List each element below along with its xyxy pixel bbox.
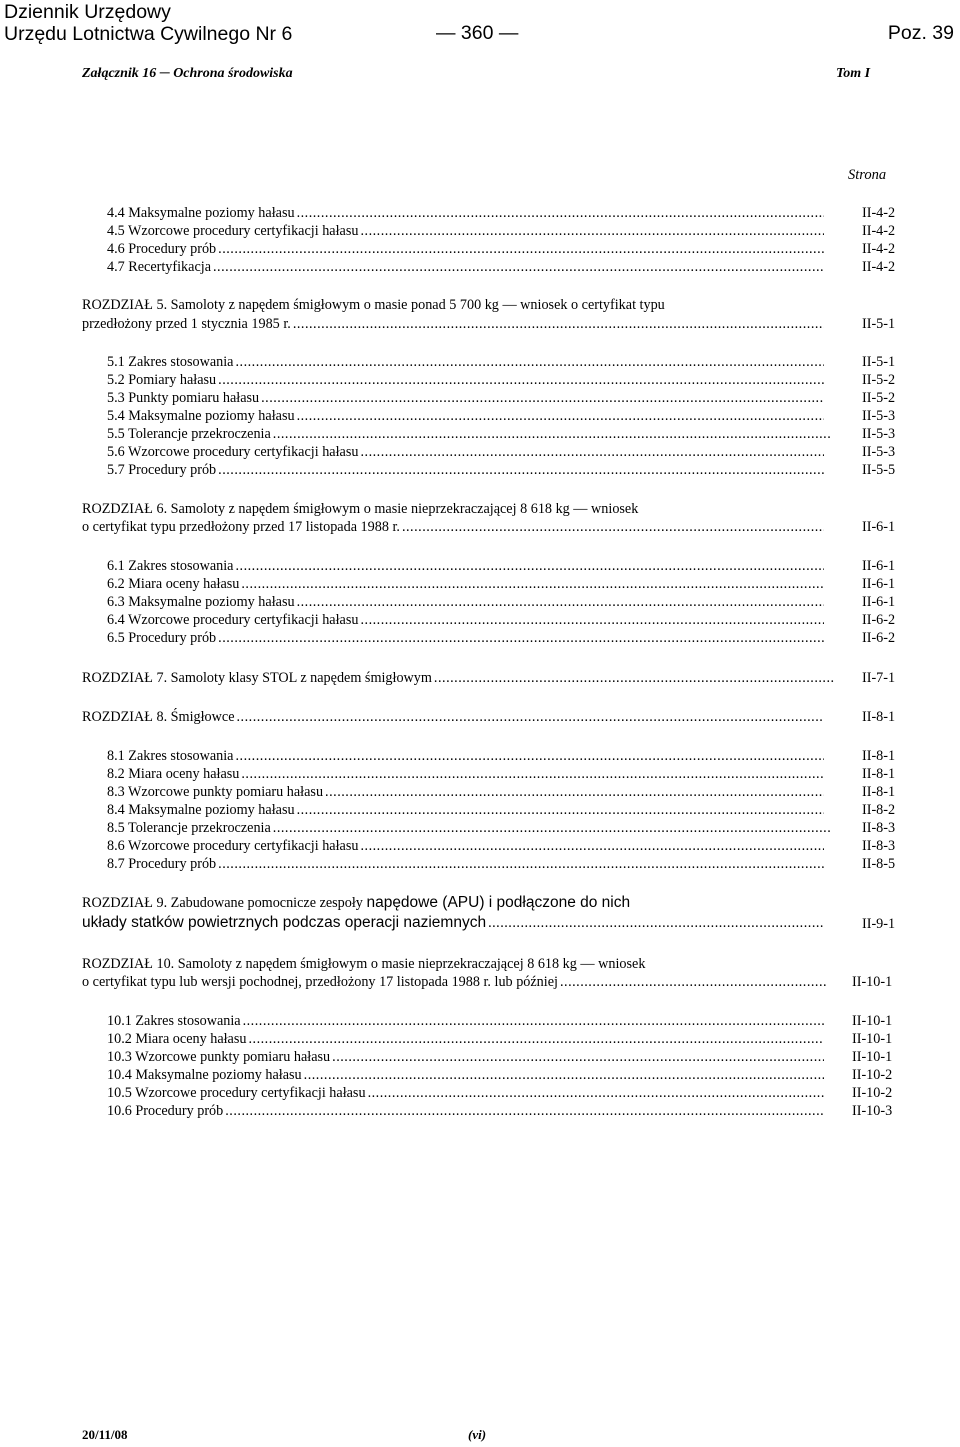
toc-page-4-4: II-4-2	[862, 205, 896, 221]
toc-page-6-1: II-6-1	[862, 558, 896, 574]
toc-entry-10-1[interactable]: 10.1 Zakres stosowania .....	[107, 1012, 826, 1030]
toc-entry-5-4[interactable]: 5.4 Maksymalne poziomy hałasu .....	[107, 407, 826, 425]
toc-entry-6-5[interactable]: 6.5 Procedury prób .....	[107, 629, 826, 647]
toc-entry-6-2[interactable]: 6.2 Miara oceny hałasu .....	[107, 575, 826, 593]
toc-entry-10-5[interactable]: 10.5 Wzorcowe procedury certyfikacji hałasu .....	[107, 1084, 826, 1102]
toc-chapter-10[interactable]: o certyfikat typu lub wersji pochodnej, przedłożony 17 listopada 1988 r. lub później .....	[82, 973, 830, 991]
toc-entry-10-6[interactable]: 10.6 Procedury prób .....	[107, 1102, 826, 1120]
toc-chapter-5-title[interactable]: ROZDZIAŁ 5. Samoloty z napędem śmigłowym o masie ponad 5 700 kg — wniosek o certyfikat typu	[82, 297, 665, 313]
toc-page-8-2: II-8-1	[862, 766, 896, 782]
toc-page-5-3: II-5-2	[862, 390, 896, 406]
toc-chapter-7[interactable]: ROZDZIAŁ 7. Samoloty klasy STOL z napędem śmigłowym .....	[82, 669, 837, 687]
toc-entry-4-6[interactable]: 4.6 Procedury prób .....	[107, 240, 826, 258]
toc-entry-8-6[interactable]: 8.6 Wzorcowe procedury certyfikacji hałasu .....	[107, 837, 826, 855]
toc-entry-5-3[interactable]: 5.3 Punkty pomiaru hałasu .....	[107, 389, 826, 407]
toc-page-6-5: II-6-2	[862, 630, 896, 646]
toc-entry-6-3[interactable]: 6.3 Maksymalne poziomy hałasu .....	[107, 593, 826, 611]
toc-page-10-1: II-10-1	[852, 1013, 893, 1029]
toc-entry-8-3[interactable]: 8.3 Wzorcowe punkty pomiaru hałasu .....	[107, 783, 826, 801]
toc-page-8-6: II-8-3	[862, 838, 896, 854]
toc-page-chapter-6: II-6-1	[862, 519, 896, 535]
annex-title: Załącznik 16 ─ Ochrona środowiska	[82, 66, 293, 81]
toc-page-5-1: II-5-1	[862, 354, 896, 370]
toc-entry-8-1[interactable]: 8.1 Zakres stosowania .....	[107, 747, 826, 765]
toc-entry-8-7[interactable]: 8.7 Procedury prób .....	[107, 855, 826, 873]
toc-chapter-10-title[interactable]: ROZDZIAŁ 10. Samoloty z napędem śmigłowym o masie nieprzekraczającej 8 618 kg — wniosek	[82, 956, 646, 972]
toc-page-5-6: II-5-3	[862, 444, 896, 460]
toc-page-5-5: II-5-3	[862, 426, 896, 442]
toc-page-6-3: II-6-1	[862, 594, 896, 610]
toc-page-8-4: II-8-2	[862, 802, 896, 818]
toc-page-5-4: II-5-3	[862, 408, 896, 424]
footer-roman-page: (vi)	[468, 1427, 487, 1442]
toc-page-5-7: II-5-5	[862, 462, 896, 478]
toc-chapter-8[interactable]: ROZDZIAŁ 8. Śmigłowce .....	[82, 708, 826, 726]
toc-entry-5-5[interactable]: 5.5 Tolerancje przekroczenia .....	[107, 425, 833, 443]
toc-page-10-5: II-10-2	[852, 1085, 893, 1101]
toc-entry-6-4[interactable]: 6.4 Wzorcowe procedury certyfikacji hałasu .....	[107, 611, 826, 629]
toc-page-4-7: II-4-2	[862, 259, 896, 275]
toc-page-chapter-8: II-8-1	[862, 709, 896, 725]
toc-page-chapter-10: II-10-1	[852, 974, 893, 990]
toc-page-4-5: II-4-2	[862, 223, 896, 239]
journal-title	[4, 1, 292, 45]
toc-page-6-2: II-6-1	[862, 576, 896, 592]
toc-page-10-2: II-10-1	[852, 1031, 893, 1047]
toc-page-8-1: II-8-1	[862, 748, 896, 764]
toc-page-10-3: II-10-1	[852, 1049, 893, 1065]
toc-page-chapter-7: II-7-1	[862, 670, 896, 686]
toc-entry-8-4[interactable]: 8.4 Maksymalne poziomy hałasu .....	[107, 801, 826, 819]
toc-chapter-9-title[interactable]: ROZDZIAŁ 9. Zabudowane pomocnicze zespoły napędowe (APU) i podłączone do nich	[82, 894, 631, 911]
toc-entry-8-2[interactable]: 8.2 Miara oceny hałasu .....	[107, 765, 826, 783]
toc-chapter-5[interactable]: przedłożony przed 1 stycznia 1985 r. .....	[82, 315, 826, 333]
toc-entry-4-4[interactable]: 4.4 Maksymalne poziomy hałasu .....	[107, 204, 826, 222]
toc-entry-4-7[interactable]: 4.7 Recertyfikacja .....	[107, 258, 826, 276]
toc-page-5-2: II-5-2	[862, 372, 896, 388]
toc-entry-4-5[interactable]: 4.5 Wzorcowe procedury certyfikacji hałasu .....	[107, 222, 826, 240]
footer-date: 20/11/08	[82, 1427, 128, 1442]
toc-entry-5-7[interactable]: 5.7 Procedury prób .....	[107, 461, 826, 479]
journal-title-line2: Urzędu Lotnictwa Cywilnego Nr 6	[4, 23, 293, 45]
toc-entry-6-1[interactable]: 6.1 Zakres stosowania .....	[107, 557, 826, 575]
toc-entry-10-4[interactable]: 10.4 Maksymalne poziomy hałasu .....	[107, 1066, 826, 1084]
toc-page-6-4: II-6-2	[862, 612, 896, 628]
toc-entry-10-2[interactable]: 10.2 Miara oceny hałasu .....	[107, 1030, 826, 1048]
toc-entry-10-3[interactable]: 10.3 Wzorcowe punkty pomiaru hałasu .....	[107, 1048, 826, 1066]
toc-chapter-6[interactable]: o certyfikat typu przedłożony przed 17 listopada 1988 r. .....	[82, 518, 826, 536]
toc-entry-5-6[interactable]: 5.6 Wzorcowe procedury certyfikacji hałasu .....	[107, 443, 826, 461]
toc-page-10-4: II-10-2	[852, 1067, 893, 1083]
toc-page-8-7: II-8-5	[862, 856, 896, 872]
page-column-label: Strona	[848, 167, 887, 183]
volume-label: Tom I	[836, 66, 871, 81]
toc-page-8-3: II-8-1	[862, 784, 896, 800]
toc-entry-5-1[interactable]: 5.1 Zakres stosowania .....	[107, 353, 826, 371]
toc-chapter-9[interactable]: układy statków powietrznych podczas operacji naziemnych .....	[82, 914, 826, 932]
page-number: — 360 —	[436, 22, 519, 44]
toc-page-8-5: II-8-3	[862, 820, 896, 836]
journal-title-line1: Dziennik Urzędowy	[4, 1, 171, 23]
toc-entry-5-2[interactable]: 5.2 Pomiary hałasu .....	[107, 371, 826, 389]
position-number: Poz. 39	[887, 22, 954, 44]
toc-entry-8-5[interactable]: 8.5 Tolerancje przekroczenia .....	[107, 819, 833, 837]
toc-page-chapter-5: II-5-1	[862, 316, 896, 332]
toc-page-10-6: II-10-3	[852, 1103, 893, 1119]
toc-page-chapter-9: II-9-1	[862, 916, 896, 932]
toc-chapter-6-title[interactable]: ROZDZIAŁ 6. Samoloty z napędem śmigłowym o masie nieprzekraczającej 8 618 kg — wniosek	[82, 501, 639, 517]
toc-page-4-6: II-4-2	[862, 241, 896, 257]
